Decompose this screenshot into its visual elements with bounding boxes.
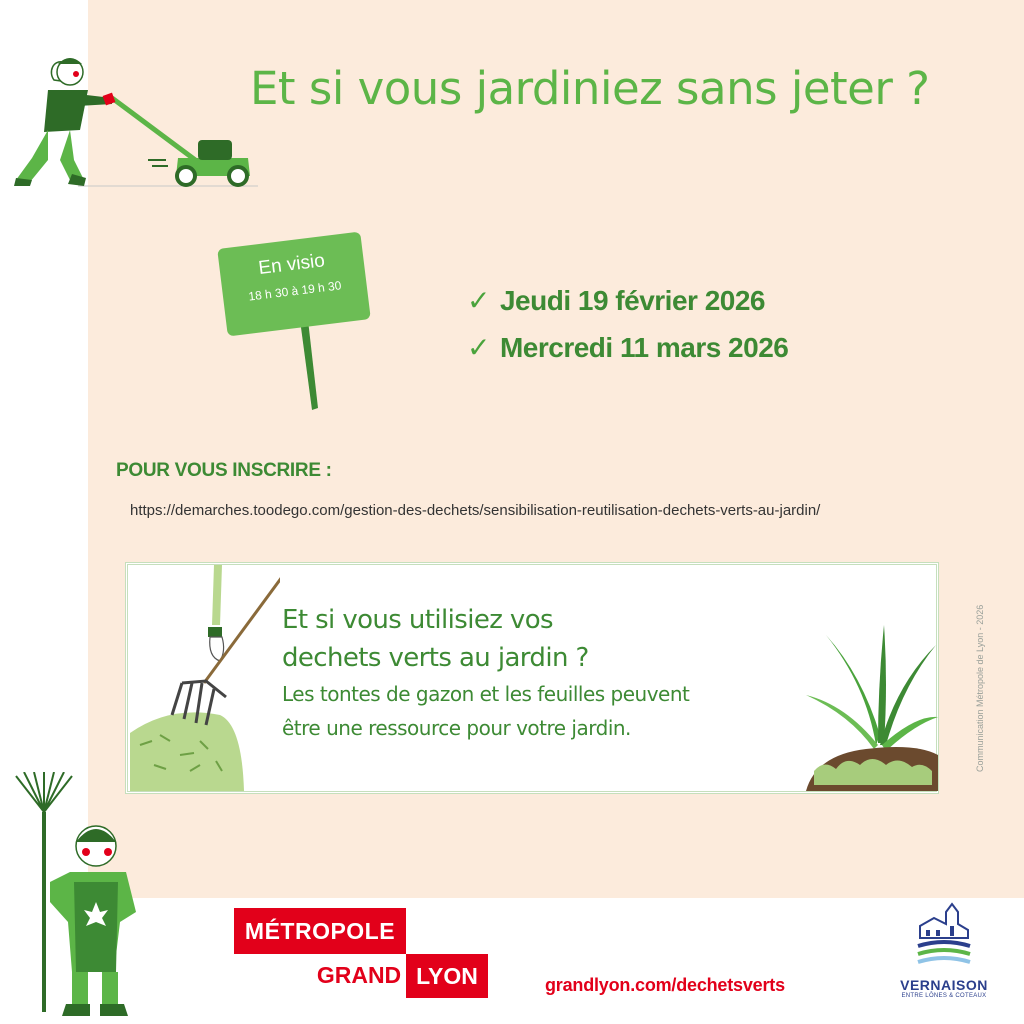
- sign-post-icon: [296, 320, 326, 412]
- vernaison-logo: [898, 902, 990, 999]
- info-panel: [125, 562, 939, 794]
- panel-question-line2: dechets verts au jardin ?: [282, 643, 589, 673]
- date-list: [467, 284, 788, 378]
- panel-body-line2: être une ressource pour votre jardin.: [282, 716, 631, 740]
- panel-question-line1: Et si vous utilisiez vos: [282, 605, 553, 635]
- check-icon: ✓: [467, 284, 490, 317]
- date-item: [467, 331, 788, 364]
- website-link[interactable]: grandlyon.com/dechetsverts: [545, 975, 785, 995]
- date-label: Jeudi 19 février 2026: [499, 284, 765, 316]
- pitchfork-compost-icon: [130, 565, 280, 791]
- plant-soil-icon: [806, 625, 938, 791]
- date-item: [467, 284, 788, 317]
- register-label: POUR VOUS INSCRIRE :: [116, 460, 332, 481]
- gardener-mowing-icon: [8, 50, 258, 195]
- panel-body-line1: Les tontes de gazon et les feuilles peuvent: [282, 682, 690, 706]
- panel-text: [282, 601, 842, 745]
- gardener-rake-icon: [10, 772, 150, 1022]
- vernaison-name: VERNAISON: [900, 977, 988, 993]
- visio-sign: [217, 232, 371, 337]
- logo-word-lyon: LYON: [406, 954, 488, 998]
- sign-time: 18 h 30 à 19 h 30: [247, 278, 343, 304]
- register-link[interactable]: https://demarches.toodego.com/gestion-des-dechets/sensibilisation-reutilisation-dechets-verts-au-jardin/: [130, 502, 821, 519]
- sign-title: En visio: [257, 250, 326, 280]
- check-icon: ✓: [467, 331, 490, 364]
- date-label: Mercredi 11 mars 2026: [499, 331, 789, 363]
- logo-word-metropole: MÉTROPOLE: [234, 908, 406, 954]
- credit-note: Communication Métropole de Lyon - 2026: [975, 604, 985, 772]
- logo-word-grand: GRAND: [316, 962, 402, 988]
- village-crest-icon: [916, 902, 972, 972]
- vernaison-tagline: ENTRE LÔNES & COTEAUX: [901, 993, 987, 999]
- headline: Et si vous jardiniez sans jeter ?: [250, 62, 930, 115]
